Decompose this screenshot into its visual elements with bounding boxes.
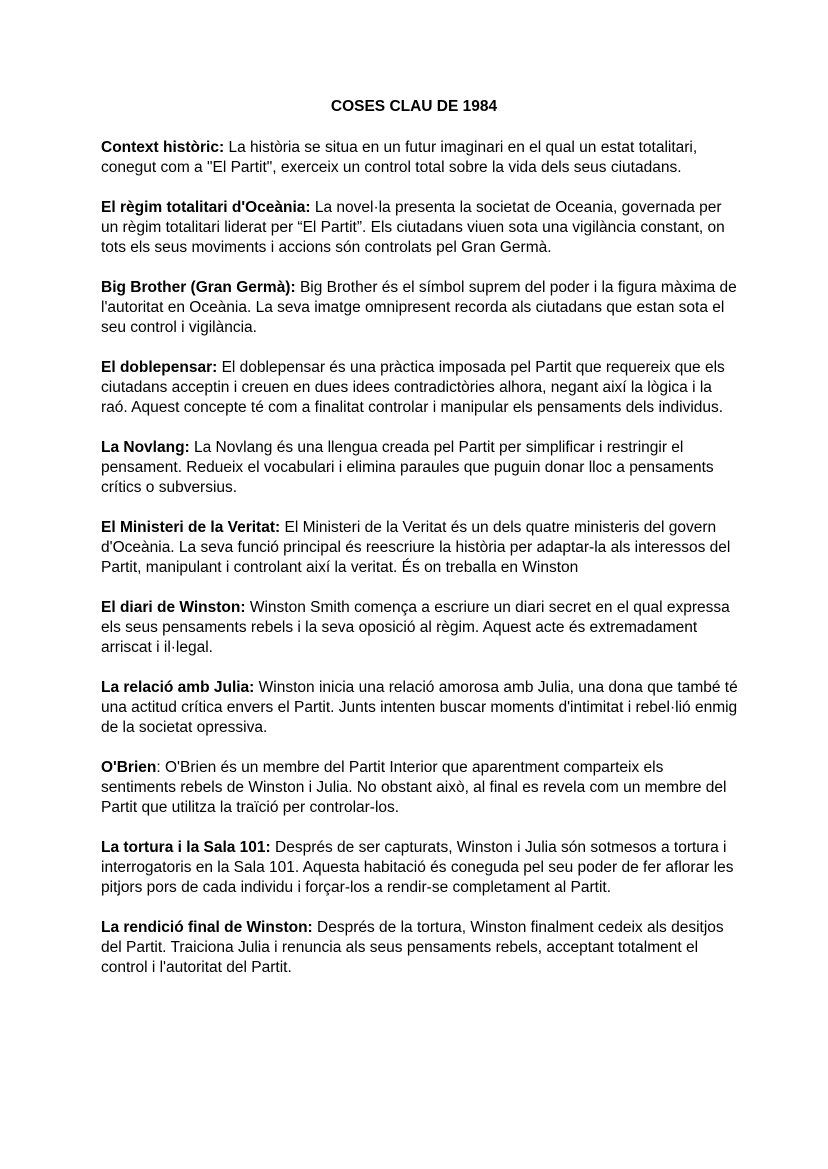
section-text: Big Brother és el símbol suprem del poder i la figura màxima de l'autoritat en Oceània. La seva imatge omnipresent recorda als ciutadans que estan sota el seu control i vigilància. — [101, 279, 737, 336]
section-text: El doblepensar és una pràctica imposada pel Partit que requereix que els ciutadans acceptin i creuen en dues idees contradictòries alhora, negant així la lògica i la raó. Aquest concepte té com a finalitat controlar i manipular els pensaments dels individus. — [101, 359, 725, 416]
section-tortura-sala-101 — [101, 838, 741, 898]
section-term: La relació amb Julia: — [101, 679, 255, 696]
section-term: La rendició final de Winston: — [101, 919, 313, 936]
section-text: : O'Brien és un membre del Partit Interior que aparentment comparteix els sentiments rebels de Winston i Julia. No obstant això, al final es revela com un membre del Partit que utilitza la traïció per controlar-los. — [101, 759, 727, 816]
document-body — [101, 138, 741, 998]
section-diari-winston — [101, 598, 741, 658]
section-relacio-julia — [101, 678, 741, 738]
section-text: Winston Smith comença a escriure un diari secret en el qual expressa els seus pensaments rebels i la seva oposició al règim. Aquest acte és extremadament arriscat i il·legal. — [101, 599, 730, 656]
section-term: El diari de Winston: — [101, 599, 246, 616]
section-ministeri-veritat — [101, 518, 741, 578]
section-term: La Novlang: — [101, 439, 190, 456]
section-term: La tortura i la Sala 101: — [101, 839, 271, 856]
page-title: COSES CLAU DE 1984 — [330, 98, 498, 115]
section-obrien — [101, 758, 741, 818]
section-novlang — [101, 438, 741, 498]
section-text: El Ministeri de la Veritat és un dels quatre ministeris del govern d'Oceània. La seva funció principal és reescriure la història per adaptar-la als interessos del Partit, manipulant i controlant així la veritat. És on treballa en Winston — [101, 519, 731, 576]
section-text: Després de la tortura, Winston finalment cedeix als desitjos del Partit. Traiciona Julia i renuncia als seus pensaments rebels, acceptant totalment el control i l'autoritat del Partit. — [101, 919, 724, 976]
section-doblepensar — [101, 358, 741, 418]
section-term: Context històric: — [101, 139, 225, 156]
section-text: La novel·la presenta la societat de Oceania, governada per un règim totalitari liderat per “El Partit”. Els ciutadans viuen sota una vigilància constant, on tots els seus moviments i accions són controlats pel Gran Germà. — [101, 199, 725, 256]
section-term: El règim totalitari d'Oceània: — [101, 199, 311, 216]
section-context-historic — [101, 138, 741, 178]
section-rendicio-final — [101, 918, 741, 978]
section-big-brother — [101, 278, 741, 338]
section-term: Big Brother (Gran Germà): — [101, 279, 296, 296]
section-text: La història se situa en un futur imaginari en el qual un estat totalitari, conegut com a "El Partit", exerceix un control total sobre la vida dels seus ciutadans. — [101, 139, 698, 176]
section-term: El doblepensar: — [101, 359, 218, 376]
section-text: Winston inicia una relació amorosa amb Julia, una dona que també té una actitud crítica envers el Partit. Junts intenten buscar moments d'intimitat i rebel·lió enmig de la societat opressiva. — [101, 679, 738, 736]
section-term: O'Brien — [101, 759, 157, 776]
section-regim-totalitari — [101, 198, 741, 258]
section-text: Després de ser capturats, Winston i Julia són sotmesos a tortura i interrogatoris en la Sala 101. Aquesta habitació és coneguda pel seu poder de fer aflorar les pitjors pors de cada individu i forçar-los a rendir-se completament al Partit. — [101, 839, 734, 896]
section-text: La Novlang és una llengua creada pel Partit per simplificar i restringir el pensament. Redueix el vocabulari i elimina paraules que puguin donar lloc a pensaments crítics o subversius. — [101, 439, 714, 496]
section-term: El Ministeri de la Veritat: — [101, 519, 281, 536]
